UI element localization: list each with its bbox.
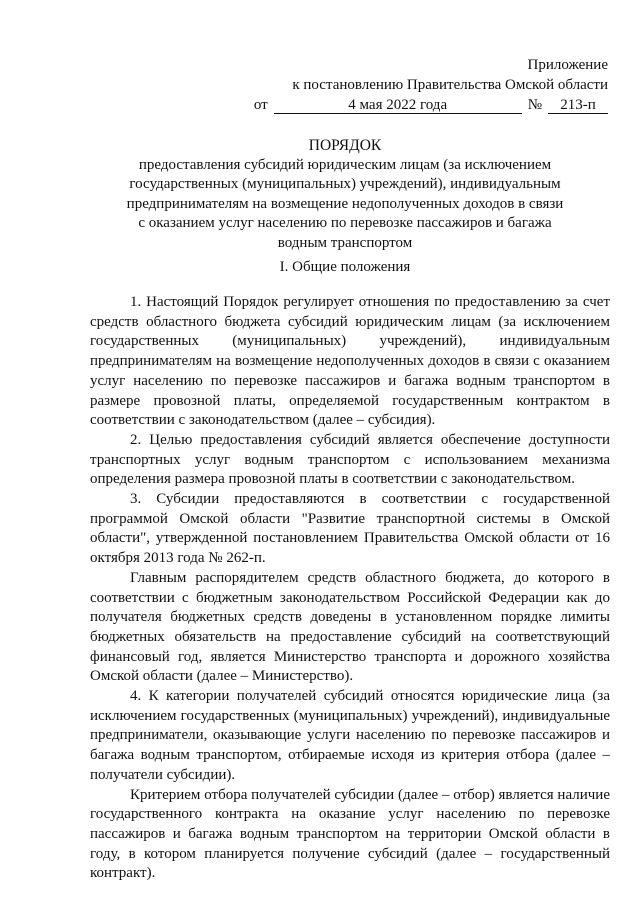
title-line-1: предоставления субсидий юридическим лицам (за исключением bbox=[138, 156, 552, 173]
title-line-3: предпринимателям на возмещение недополученных доходов в связи bbox=[126, 195, 564, 212]
resolution-number: 213-п bbox=[548, 97, 608, 114]
document-title: ПОРЯДОК bbox=[308, 137, 382, 154]
paragraph: Критерием отбора получателей субсидии (далее – отбор) является наличие государственного контракта на оказание услуг населению по перевозке пассажиров и багажа водным транспортом на территории Омской области в году, в котором планируется получение субсидий (далее – государственный контракт). bbox=[90, 786, 610, 882]
date-prefix: от bbox=[253, 97, 268, 113]
paragraph: 3. Субсидии предоставляются в соответствии с государственной программой Омской области "Развитие транспортной системы в Омской области", утвержденной постановлением Правительства Омской области от 16 октября 2013 года № 262-п. bbox=[90, 491, 610, 567]
resolution-date: 4 мая 2022 года bbox=[274, 97, 522, 114]
title-line-4: с оказанием услуг населению по перевозке пассажиров и багажа bbox=[138, 215, 552, 231]
appendix-header bbox=[254, 55, 608, 115]
title-line-5: водным транспортом bbox=[277, 234, 413, 251]
paragraph: 2. Целью предоставления субсидий является обеспечение доступности транспортных услуг водным транспортом с использованием механизма определения размера провозной платы в соответствии с законодательством. bbox=[90, 431, 610, 488]
section-heading: I. Общие положения bbox=[279, 259, 411, 275]
title-line-2: государственных (муниципальных) учреждений), индивидуальным bbox=[129, 176, 561, 192]
paragraph: 1. Настоящий Порядок регулирует отношения по предоставлению за счет средств областного бюджета субсидий юридическим лицам (за исключением государственных (муниципальных) учреждений), индивидуальным предпринимателям на возмещение недополученных доходов в связи с оказанием услуг населению по перевозке пассажиров и багажа водным транспортом в размере провозной платы, определяемой государственным контрактом в соответствии с законодательством (далее – субсидия). bbox=[90, 294, 610, 429]
appendix-label: Приложение bbox=[527, 57, 608, 73]
paragraph: Главным распорядителем средств областного бюджета, до которого в соответствии с бюджетным законодательством Российской Федерации как до получателя бюджетных средств доведены в установленном порядке лимиты бюджетных обязательств на предоставление субсидий на соответствующий финансовый год, является Министерство транспорта и дорожного хозяйства Омской области (далее – Министерство). bbox=[90, 569, 610, 685]
document-title-block bbox=[80, 136, 610, 253]
paragraph: 4. К категории получателей субсидий относятся юридические лица (за исключением государственных (муниципальных) учреждений), индивидуальные предприниматели, оказывающие услуги населению по перевозке пассажиров и багажа водным транспортом, отбираемые исходя из критерия отбора (далее – получатели субсидии). bbox=[90, 688, 610, 783]
appendix-resolution-ref: к постановлению Правительства Омской области bbox=[292, 77, 608, 93]
document-body bbox=[90, 293, 610, 884]
number-prefix: № bbox=[527, 97, 542, 113]
appendix-date-row bbox=[254, 95, 608, 115]
